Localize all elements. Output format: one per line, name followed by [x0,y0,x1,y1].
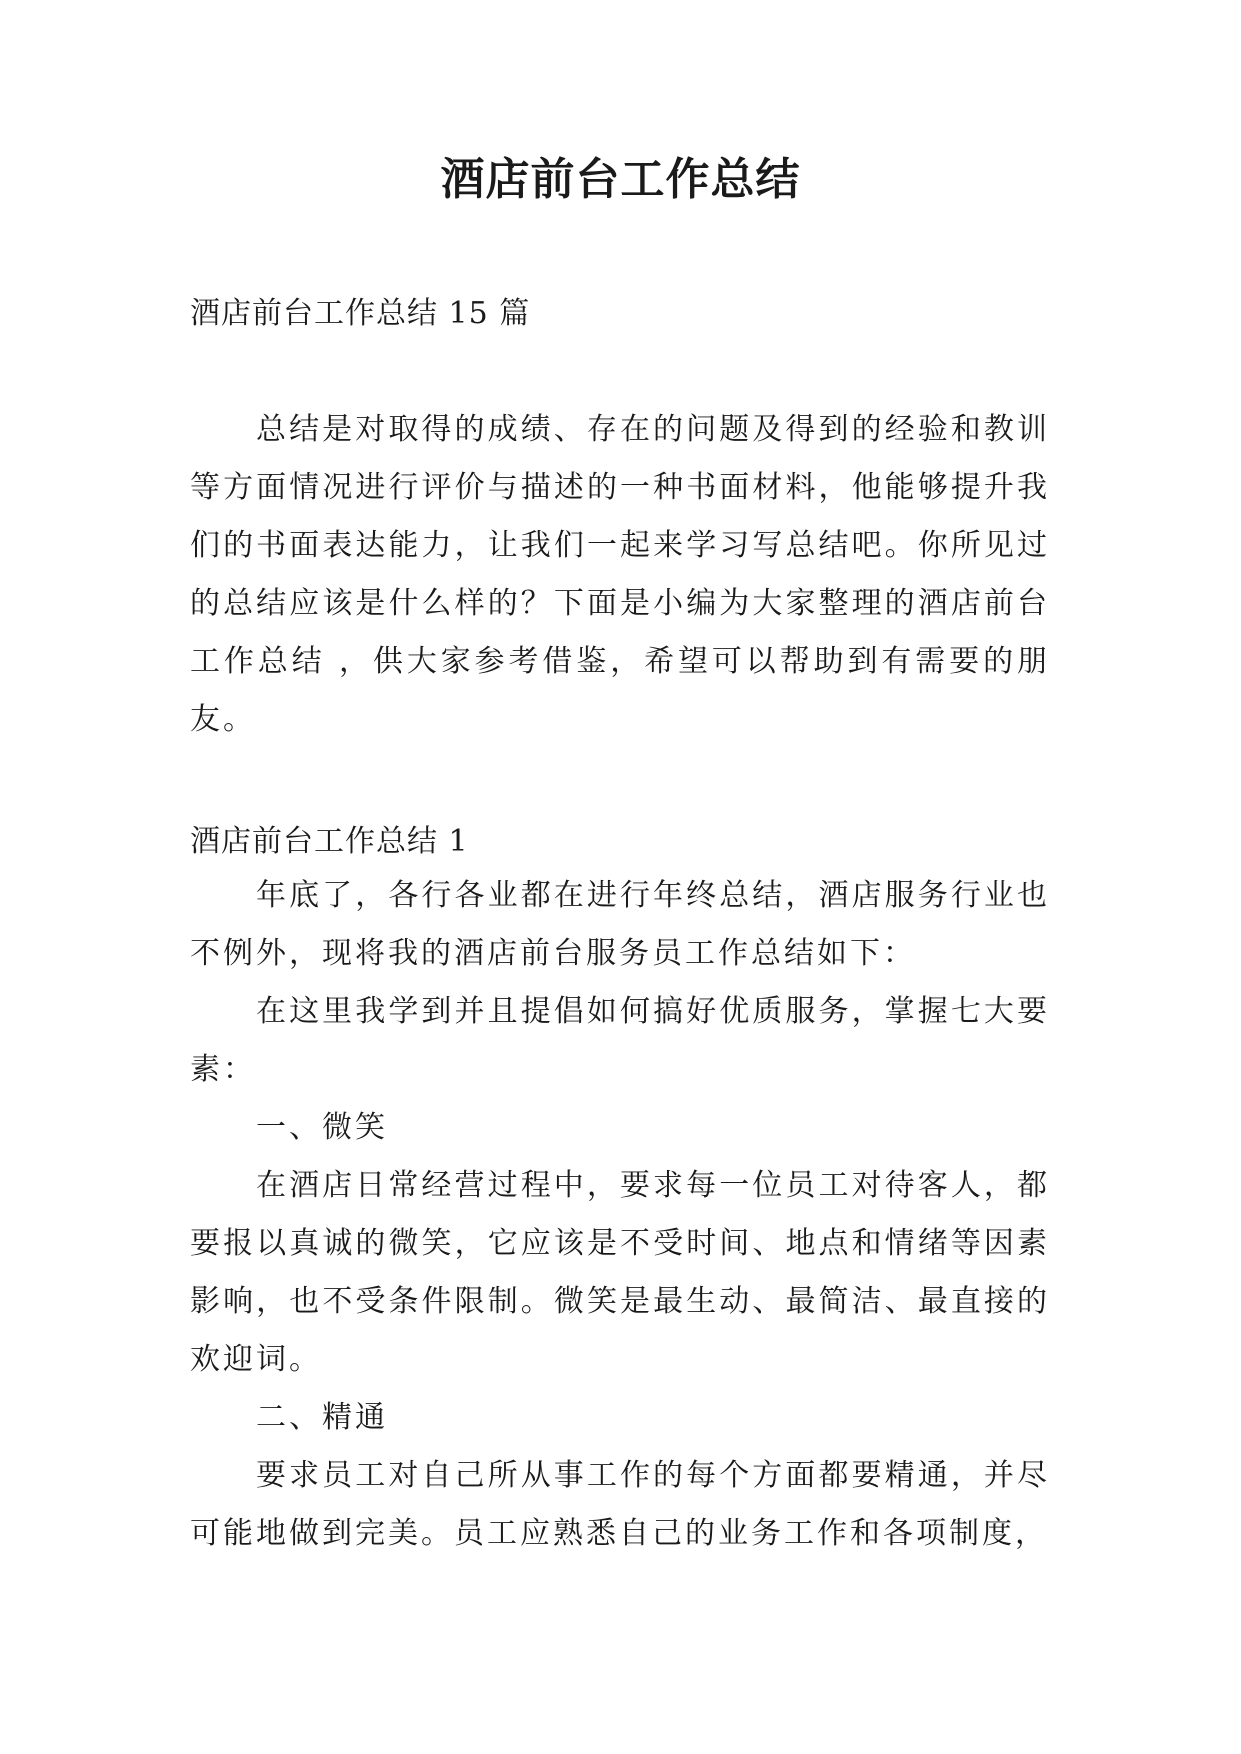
document-title: 酒店前台工作总结 [440,154,801,205]
list-heading: 一、微笑 [256,1110,388,1145]
body-paragraph: 要求员工对自己所从事工作的每个方面都要精通，并尽可能地做到完美。员工应熟悉自己的业务工作和各项制度， [190,1458,1050,1551]
document-subtitle: 酒店前台工作总结 15 篇 [190,296,531,331]
body-paragraph: 在这里我学到并且提倡如何搞好优质服务，掌握七大要素： [190,994,1050,1087]
section-heading: 酒店前台工作总结 1 [190,824,469,859]
body-paragraph: 年底了，各行各业都在进行年终总结，酒店服务行业也不例外，现将我的酒店前台服务员工作总结如下： [190,878,1050,971]
intro-paragraph: 总结是对取得的成绩、存在的问题及得到的经验和教训等方面情况进行评价与描述的一种书面材料，他能够提升我们的书面表达能力，让我们一起来学习写总结吧。你所见过的总结应该是什么样的？下面是小编为大家整理的酒店前台工作总结 ，供大家参考借鉴，希望可以帮助到有需要的朋友。 [190,412,1050,737]
body-paragraph: 在酒店日常经营过程中，要求每一位员工对待客人，都要报以真诚的微笑，它应该是不受时间、地点和情绪等因素影响，也不受条件限制。微笑是最生动、最简洁、最直接的欢迎词。 [190,1168,1050,1377]
list-heading: 二、精通 [256,1400,388,1435]
